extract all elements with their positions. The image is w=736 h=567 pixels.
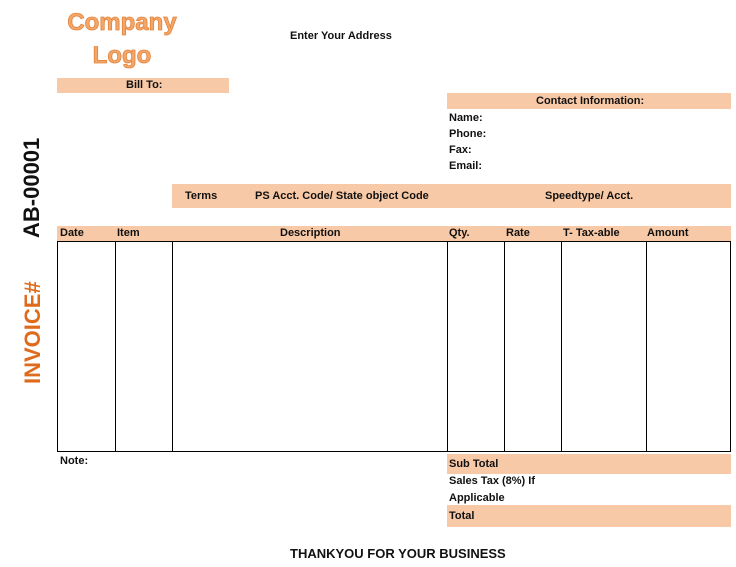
col-divider	[561, 242, 562, 451]
total-row	[447, 505, 731, 527]
col-description: Description	[280, 227, 341, 239]
speedtype-label: Speedtype/ Acct.	[545, 190, 634, 202]
terms-bar	[172, 184, 731, 208]
col-qty: Qty.	[449, 227, 470, 239]
company-logo	[62, 6, 182, 72]
col-date: Date	[60, 227, 84, 239]
subtotal-row	[447, 454, 731, 474]
contact-email-label: Email:	[449, 160, 483, 172]
col-amount: Amount	[647, 227, 689, 239]
invoice-label: INVOICE#	[20, 281, 45, 384]
logo-line-1: Company	[67, 9, 177, 36]
contact-header: Contact Information:	[536, 95, 645, 107]
bill-to-label: Bill To:	[126, 79, 163, 91]
col-divider	[504, 242, 505, 451]
logo-line-2: Logo	[92, 42, 152, 69]
line-items-table	[57, 241, 731, 452]
company-address: Enter Your Address	[290, 30, 392, 42]
total-label: Total	[449, 510, 475, 522]
sales-tax-label-1: Sales Tax (8%) If	[449, 475, 535, 487]
contact-phone-label: Phone:	[449, 128, 487, 140]
invoice-number: AB-00001	[19, 137, 44, 238]
subtotal-label: Sub Total	[449, 458, 499, 470]
thank-you-message: THANKYOU FOR YOUR BUSINESS	[290, 546, 506, 561]
bill-to-bar	[57, 78, 229, 93]
col-divider	[172, 242, 173, 451]
col-item: Item	[117, 227, 140, 239]
sales-tax-label-2: Applicable	[449, 492, 505, 504]
ps-code-label: PS Acct. Code/ State object Code	[255, 190, 429, 202]
contact-fax-label: Fax:	[449, 144, 472, 156]
col-taxable: T- Tax-able	[563, 227, 620, 239]
contact-header-bar	[447, 93, 731, 109]
col-divider	[447, 242, 448, 451]
table-header	[57, 226, 731, 241]
note-label: Note:	[60, 455, 89, 467]
col-rate: Rate	[506, 227, 530, 239]
col-divider	[115, 242, 116, 451]
contact-name-label: Name:	[449, 112, 483, 124]
col-divider	[646, 242, 647, 451]
terms-label: Terms	[185, 190, 218, 202]
